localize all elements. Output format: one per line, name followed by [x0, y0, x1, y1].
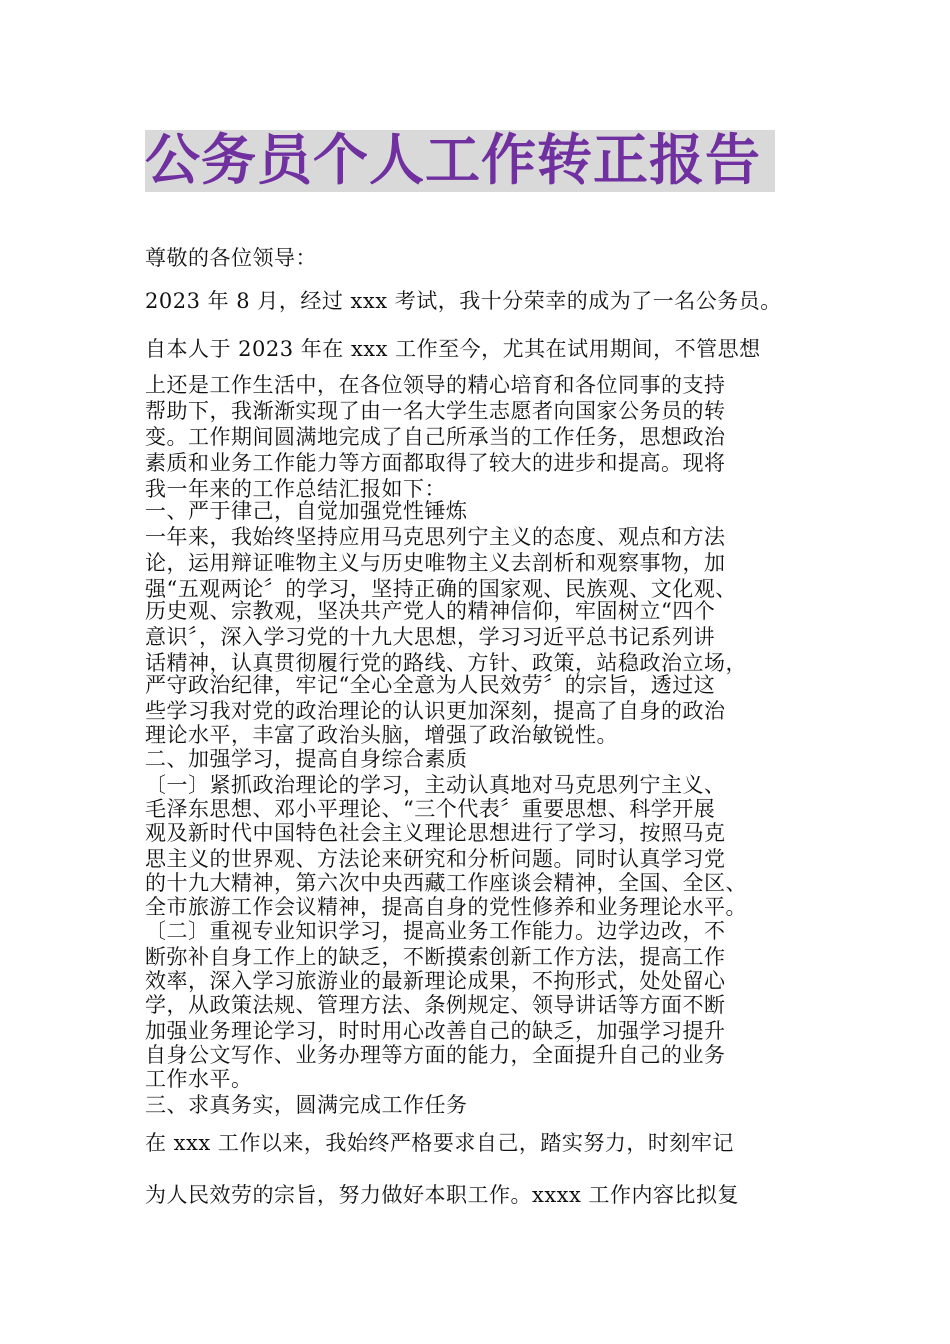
text-line: 历史观、宗教观，坚决共产党人的精神信仰，牢固树立“四个 — [145, 599, 716, 623]
text-line: 严守政治纪律，牢记“全心全意为人民效劳〞的宗旨，透过这 — [145, 673, 716, 697]
text-line: 上还是工作生活中，在各位领导的精心培育和各位同事的支持 — [145, 373, 726, 397]
text-line: 学，从政策法规、管理方法、条例规定、领导讲话等方面不断 — [145, 993, 726, 1017]
text-line: 理论水平，丰富了政治头脑，增强了政治敏锐性。 — [145, 723, 618, 747]
text-line: 全市旅游工作会议精神，提高自身的党性修养和业务理论水平。 — [145, 895, 747, 919]
text-line: 〔一〕紧抓政治理论的学习，主动认真地对马克思列宁主义、 — [145, 773, 726, 797]
text-line: 素质和业务工作能力等方面都取得了较大的进步和提高。现将 — [145, 451, 726, 475]
text-line: 话精神，认真贯彻履行党的路线、方针、政策，站稳政治立场， — [145, 651, 747, 675]
text-line: 帮助下，我渐渐实现了由一名大学生志愿者向国家公务员的转 — [145, 399, 726, 423]
text-line: 思主义的世界观、方法论来研究和分析问题。同时认真学习党 — [145, 847, 726, 871]
text-line: 2023 年 8 月，经过 xxx 考试，我十分荣幸的成为了一名公务员。 — [145, 289, 782, 313]
text-line: 毛泽东思想、邓小平理论、“三个代表〞重要思想、科学开展 — [145, 797, 716, 821]
text-line: 效率，深入学习旅游业的最新理论成果，不拘形式，处处留心 — [145, 969, 726, 993]
text-line: 我一年来的工作总结汇报如下： — [145, 477, 446, 501]
text-line: 在 xxx 工作以来，我始终严格要求自己，踏实努力，时刻牢记 — [145, 1131, 734, 1155]
text-line: 尊敬的各位领导： — [145, 246, 317, 270]
text-line: 断弥补自身工作上的缺乏，不断摸索创新工作方法，提高工作 — [145, 945, 726, 969]
text-line: 变。工作期间圆满地完成了自己所承当的工作任务，思想政治 — [145, 425, 726, 449]
document-title: 公务员个人工作转正报告 — [145, 128, 762, 192]
text-line: 意识〞，深入学习党的十九大思想，学习习近平总书记系列讲 — [145, 625, 715, 649]
text-line: 的十九大精神，第六次中央西藏工作座谈会精神，全国、全区、 — [145, 871, 747, 895]
text-line: 些学习我对党的政治理论的认识更加深刻，提高了自身的政治 — [145, 699, 726, 723]
section-heading: 三、求真务实，圆满完成工作任务 — [145, 1093, 468, 1117]
text-line: 自身公文写作、业务办理等方面的能力，全面提升自己的业务 — [145, 1043, 726, 1067]
text-line: 加强业务理论学习，时时用心改善自己的缺乏，加强学习提升 — [145, 1019, 726, 1043]
text-line: 工作水平。 — [145, 1067, 253, 1091]
section-heading: 二、加强学习，提高自身综合素质 — [145, 747, 468, 771]
text-line: 论，运用辩证唯物主义与历史唯物主义去剖析和观察事物，加 — [145, 551, 726, 575]
section-heading: 一、严于律己，自觉加强党性锤炼 — [145, 499, 468, 523]
text-line: 一年来，我始终坚持应用马克思列宁主义的态度、观点和方法 — [145, 525, 726, 549]
text-line: 强“五观两论〞的学习，坚持正确的国家观、民族观、文化观、 — [145, 577, 737, 601]
text-line: 观及新时代中国特色社会主义理论思想进行了学习，按照马克 — [145, 821, 726, 845]
text-line: 〔二〕重视专业知识学习，提高业务工作能力。边学边改，不 — [145, 919, 726, 943]
text-line: 为人民效劳的宗旨，努力做好本职工作。xxxx 工作内容比拟复 — [145, 1183, 740, 1207]
text-line: 自本人于 2023 年在 xxx 工作至今，尤其在试用期间，不管思想 — [145, 337, 761, 361]
